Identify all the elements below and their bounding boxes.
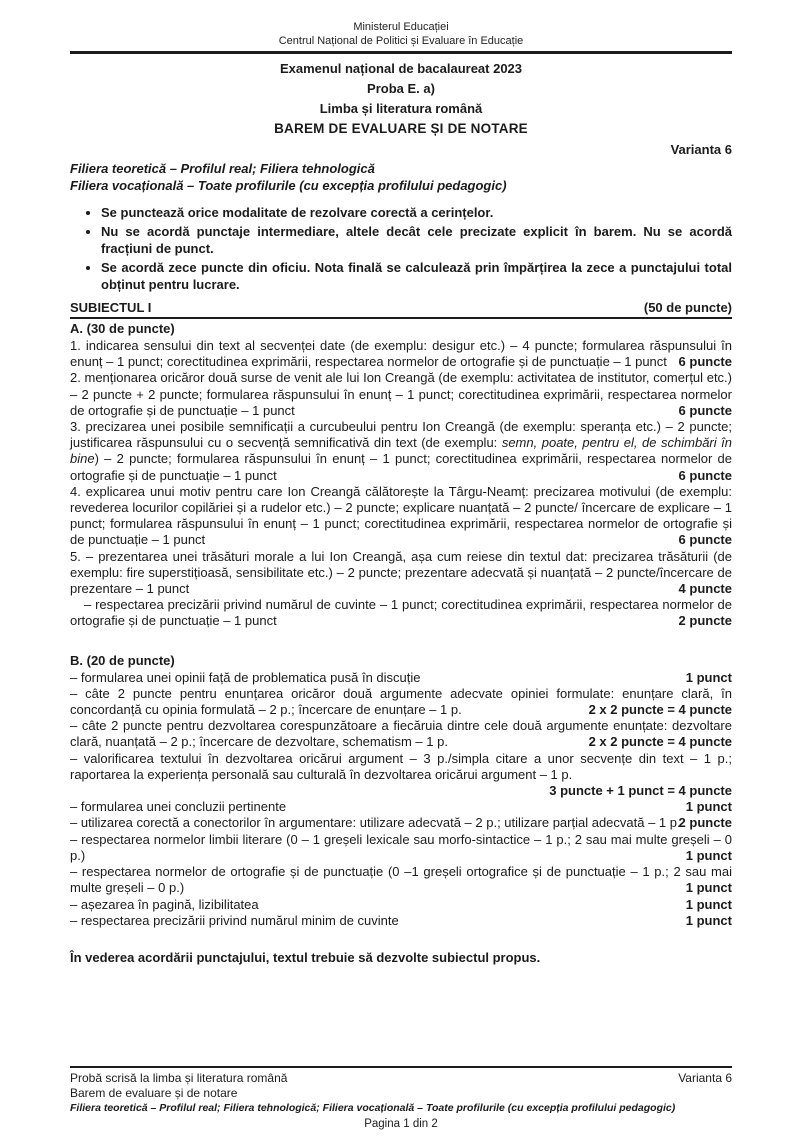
points-value: 1 punct bbox=[685, 847, 732, 863]
bullet-item: • Nu se acordă punctaje intermediare, altele decât cele precizate explicit în barem. Nu se acordă fracțiuni de punct. bbox=[101, 223, 732, 257]
ministry-line-1: Ministerul Educației bbox=[353, 21, 449, 33]
footer-doc-type: Barem de evaluare și de notare bbox=[70, 1086, 238, 1100]
rubric-item-text: – așezarea în pagină, lizibilitatea bbox=[70, 896, 259, 912]
section-a-heading: A. (30 de puncte) bbox=[70, 321, 175, 336]
footer-variant: Varianta 6 bbox=[678, 1071, 732, 1085]
subiect1-points: (50 de puncte) bbox=[643, 300, 732, 315]
exam-titles bbox=[70, 59, 732, 139]
points-value: 1 punct bbox=[685, 880, 732, 896]
rubric-item-text: – respectarea normelor limbii literare (0 – 1 greșeli lexicale sau morfo-sintactice – 1 p.; 2 sau mai multe greșeli – 0 p.) bbox=[70, 831, 732, 863]
subiect1-heading bbox=[70, 300, 732, 319]
rubric-item-text: 3. precizarea unei posibile semnificații a curcubeului pentru Ion Creangă (de exemplu: speranța etc.) – 2 puncte; justificarea răspunsului cu o secvență semnificativă din text (de exemplu: bbox=[70, 419, 732, 451]
exam-proba: Proba E. a) bbox=[367, 81, 435, 96]
rubric-item-text: 2. menționarea oricăror două surse de venit ale lui Ion Creangă (de exemplu: activitatea de institutor, comerțul etc.) – 2 puncte + 2 puncte; formularea răspunsului în enunț – 1 punct; corectitudinea exprimării, respectarea normelor de ortografie și de punctuație – 1 punct bbox=[70, 370, 732, 418]
rubric-item-b1 bbox=[70, 670, 732, 686]
rubric-item-b10 bbox=[70, 913, 732, 929]
points-value: 1 punct bbox=[685, 896, 732, 912]
subiect1-title: SUBIECTUL I bbox=[70, 300, 152, 315]
closing-note: În vederea acordării punctajului, textul trebuie să dezvolte subiectul propus. bbox=[70, 949, 541, 965]
rubric-item-text: – câte 2 puncte pentru dezvoltarea corespunzătoare a fiecăruia dintre cele două argumente enunțate: dezvoltare clară, nuanțată – 2 p.; încercare de dezvoltare, schematism – 1 p. bbox=[70, 718, 732, 750]
doc-title: BAREM DE EVALUARE ȘI DE NOTARE bbox=[274, 121, 528, 136]
rubric-item-a1 bbox=[70, 338, 732, 370]
exam-subject: Limba și literatura română bbox=[319, 101, 483, 116]
rubric-item-a5b bbox=[70, 597, 732, 629]
rubric-item-text: – respectarea precizării privind numărul minim de cuvinte bbox=[70, 912, 399, 928]
page-footer bbox=[70, 1066, 732, 1132]
footer-filiera: Filiera teoretică – Profilul real; Filiera tehnologică; Filiera vocațională – Toate profilurile (cu excepția profilului pedagogic) bbox=[70, 1102, 676, 1114]
footer-row-1 bbox=[70, 1071, 732, 1086]
header-rule bbox=[70, 51, 732, 54]
exam-title: Examenul național de bacalaureat 2023 bbox=[279, 61, 523, 76]
ministry-header bbox=[70, 20, 732, 48]
rubric-item-text: – valorificarea textului în dezvoltarea oricărui argument – 3 p./simpla citare a unor secvențe din text – 1 p.; raportarea la experiența personală sau culturală în dezvoltarea oricărui argument – 1 p. bbox=[70, 750, 732, 782]
rubric-item-text: – respectarea precizării privind numărul de cuvinte – 1 punct; corectitudinea exprimării, respectarea normelor de ortografie și de punctuație – 1 punct bbox=[70, 597, 732, 629]
rubric-item-text: – formularea unei opinii față de problematica pusă în discuție bbox=[70, 669, 421, 685]
bullet-item: • Se punctează orice modalitate de rezolvare corectă a cerințelor. bbox=[101, 204, 732, 221]
rubric-item-a2 bbox=[70, 370, 732, 419]
rubric-item-b4 bbox=[70, 751, 732, 783]
rubric-item-b6 bbox=[70, 815, 732, 831]
rubric-item-text: – utilizarea corectă a conectorilor în argumentare: utilizare adecvată – 2 p.; utilizare parțial adecvată – 1 p. bbox=[70, 815, 681, 831]
rubric-item-text: 5. – prezentarea unei trăsături morale a lui Ion Creangă, așa cum reiese din textul dat: precizarea trăsăturii (de exemplu: fire superstițioasă, sensibilitate etc.) – 2 puncte; prezentare adecvată și nuanțată – 2 puncte/încercare de prezentare – 1 punct bbox=[70, 548, 732, 597]
section-b-heading: B. (20 de puncte) bbox=[70, 652, 175, 668]
filiera-line-2: Filiera vocațională – Toate profilurile (cu excepția profilului pedagogic) bbox=[70, 177, 507, 193]
points-value: 6 puncte bbox=[678, 354, 732, 370]
bullet-item: • Se acordă zece puncte din oficiu. Nota finală se calculează prin împărțirea la zece a punctajului total obținut pentru lucrare. bbox=[101, 259, 732, 293]
rubric-item-a4 bbox=[70, 484, 732, 549]
rubric-item-b3 bbox=[70, 718, 732, 750]
points-value: 2 x 2 puncte = 4 puncte bbox=[588, 734, 732, 750]
rubric-item-text: ) – 2 puncte; formularea răspunsului în enunț – 1 punct; corectitudinea exprimării, respectarea normelor de ortografie și de punctuație – 1 punct bbox=[70, 451, 732, 483]
variant-label: Varianta 6 bbox=[670, 142, 732, 157]
points-total-line: 3 puncte + 1 punct = 4 puncte bbox=[549, 783, 732, 799]
rubric-item-text: 1. indicarea sensului din text al secvenței date (de exemplu: desigur etc.) – 4 puncte; formularea răspunsului în enunț – 1 punct; corectitudinea exprimării, respectarea normelor de ortografie și de punctuație – 1 punct bbox=[70, 338, 732, 370]
rubric-item-b7 bbox=[70, 832, 732, 864]
filiera-line-1: Filiera teoretică – Profilul real; Filiera tehnologică bbox=[70, 161, 375, 176]
rubric-item-b8 bbox=[70, 864, 732, 896]
rubric-item-text: – formularea unei concluzii pertinente bbox=[70, 799, 287, 815]
rubric-item-text: – câte 2 puncte pentru enunțarea oricăror două argumente adecvate opiniei formulate: enunțare clară, în concordanță cu opinia formulată – 2 p.; încercare de enunțare – 1 p. bbox=[70, 685, 732, 718]
points-value: 1 punct bbox=[685, 799, 732, 815]
rubric-item-text: 4. explicarea unui motiv pentru care Ion Creangă călătorește la Târgu-Neamț: precizarea motivului (de exemplu: revederea locurilor copilăriei și a rudelor etc.) – 2 puncte; explicare nuanțată – 2 puncte/ încercare de explicare – 1 punct; formularea răspunsului în enunț – 1 punct; corectitudinea exprimării, respectarea normelor de ortografie și de punctuație – 1 punct bbox=[70, 483, 732, 548]
rubric-item-quote: semn, poate, pentru el, de schimbări în bine bbox=[70, 435, 732, 467]
rubric-item-text: – respectarea normelor de ortografie și de punctuație (0 –1 greșeli ortografice și de punctuație – 1 p.; 2 sau mai multe greșeli – 0 p.) bbox=[70, 864, 732, 896]
points-value: 2 puncte bbox=[678, 815, 732, 831]
rubric-item-b5 bbox=[70, 799, 732, 815]
points-value: 4 puncte bbox=[678, 581, 732, 597]
filiera-block bbox=[70, 161, 732, 194]
points-value: 2 x 2 puncte = 4 puncte bbox=[588, 702, 732, 718]
rubric-item-b2 bbox=[70, 686, 732, 718]
points-value: 6 puncte bbox=[678, 467, 732, 483]
points-value: 1 punct bbox=[685, 669, 732, 685]
points-value: 2 puncte bbox=[678, 613, 732, 629]
footer-page-number: Pagina 1 din 2 bbox=[364, 1118, 438, 1130]
rubric-item-a5 bbox=[70, 549, 732, 598]
general-notes-list bbox=[70, 204, 732, 293]
ministry-line-2: Centrul Național de Politici și Evaluare în Educație bbox=[278, 35, 524, 47]
section-gap bbox=[70, 630, 732, 651]
rubric-item-a3 bbox=[70, 419, 732, 484]
points-value: 6 puncte bbox=[678, 532, 732, 548]
footer-exam-name: Probă scrisă la limba și literatura română bbox=[70, 1071, 288, 1085]
points-value: 1 punct bbox=[685, 912, 732, 928]
points-value: 6 puncte bbox=[678, 402, 732, 418]
rubric-item-b9 bbox=[70, 897, 732, 913]
